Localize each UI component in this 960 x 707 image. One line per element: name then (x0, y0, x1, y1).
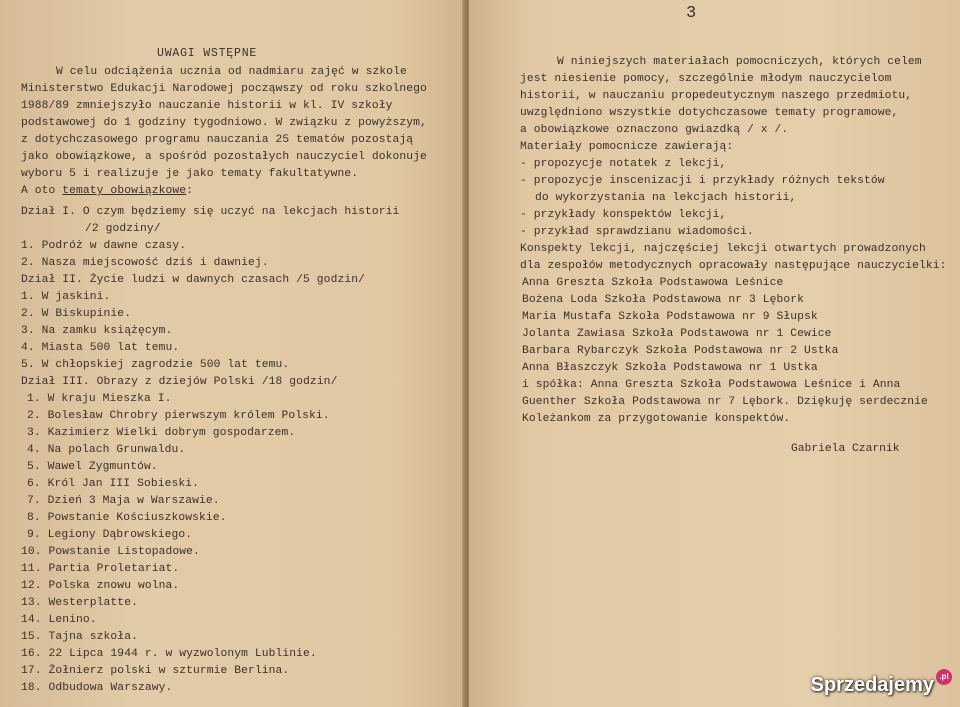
intro-line: z dotychczasowego programu nauczania 25 tematów pozostają (21, 134, 414, 146)
text-line: jest niesienie pomocy, szczególnie młodym nauczycielom (520, 73, 892, 85)
list-item: 12. Polska znowu wolna. (21, 580, 180, 592)
text-line: Barbara Rybarczyk Szkoła Podstawowa nr 2 Ustka (522, 345, 839, 357)
list-item: 2. Bolesław Chrobry pierwszym królem Polski. (27, 410, 330, 422)
text-line: a obowiązkowe oznaczono gwiazdką / x /. (520, 124, 789, 136)
text-line: Guenther Szkoła Podstawowa nr 7 Lębork. Dziękuję serdecznie (522, 396, 928, 408)
section-2-title: Dział II. Życie ludzi w dawnych czasach /5 godzin/ (21, 274, 365, 286)
watermark-logo (811, 671, 952, 699)
list-item: 1. W kraju Mieszka I. (27, 393, 172, 405)
text-line: dla zespołów metodycznych opracowały następujące nauczycielki: (520, 260, 947, 272)
intro-line: 1988/89 zmniejszyło nauczanie historii w kl. IV szkoły (21, 100, 393, 112)
list-item: 18. Odbudowa Warszawy. (21, 682, 173, 694)
text-line: Anna Greszta Szkoła Podstawowa Leśnice (522, 277, 784, 289)
text-line: do wykorzystania na lekcjach historii, (535, 192, 797, 204)
section-1-hours: /2 godziny/ (85, 223, 161, 235)
intro-last-line (21, 184, 193, 198)
section-3-title: Dział III. Obrazy z dziejów Polski /18 godzin/ (21, 376, 338, 388)
list-item: 16. 22 Lipca 1944 r. w wyzwolonym Lublinie. (21, 648, 317, 660)
text-line: historii, w nauczaniu propedeutycznym naszego przedmiotu, (520, 90, 913, 102)
list-item: 14. Lenino. (21, 614, 97, 626)
watermark-badge: .pl (936, 669, 952, 685)
list-item: 3. Na zamku książęcym. (21, 325, 173, 337)
watermark-text: Sprzedajemy (810, 673, 934, 696)
text-line: - przykłady konspektów lekcji, (520, 209, 727, 221)
intro-line: podstawowej do 1 godziny tygodniowo. W związku z powyższym, (21, 117, 427, 129)
list-item: 5. Wawel Zygmuntów. (27, 461, 158, 473)
text-line: Bożena Loda Szkoła Podstawowa nr 3 Lębork (522, 294, 805, 306)
text-line: Konspekty lekcji, najczęściej lekcji otwartych prowadzonych (520, 243, 926, 255)
page-number: 3 (686, 4, 697, 23)
text-line: - propozycje notatek z lekcji, (520, 158, 727, 170)
left-page (0, 0, 466, 707)
intro-line: wyboru 5 i realizuje je jako tematy fakultatywne. (21, 168, 359, 180)
text-line: uwzględniono wszystkie dotychczasowe tematy programowe, (520, 107, 899, 119)
list-item: 3. Kazimierz Wielki dobrym gospodarzem. (27, 427, 296, 439)
text-line: Anna Błaszczyk Szkoła Podstawowa nr 1 Ustka (522, 362, 818, 374)
text-line: i spółka: Anna Greszta Szkoła Podstawowa Leśnice i Anna (522, 379, 901, 391)
underlined-phrase: tematy obowiązkowe (62, 185, 187, 197)
intro-last-prefix: A oto (21, 185, 63, 197)
list-item: 13. Westerplatte. (21, 597, 138, 609)
intro-line: jako obowiązkowe, a spośród pozostałych nauczyciel dokonuje (21, 151, 427, 163)
signature: Gabriela Czarnik (791, 443, 900, 455)
list-item: 4. Na polach Grunwaldu. (27, 444, 186, 456)
text-line: - przykład sprawdzianu wiadomości. (520, 226, 754, 238)
list-item: 9. Legiony Dąbrowskiego. (27, 529, 193, 541)
list-item: 15. Tajna szkoła. (21, 631, 138, 643)
list-item: 2. W Biskupinie. (21, 308, 132, 320)
text-line: Materiały pomocnicze zawierają: (520, 141, 734, 153)
list-item: 8. Powstanie Kościuszkowskie. (27, 512, 227, 524)
page-heading: UWAGI WSTĘPNE (157, 47, 258, 60)
list-item: 4. Miasta 500 lat temu. (21, 342, 180, 354)
text-line: Koleżankom za przygotowanie konspektów. (522, 413, 791, 425)
section-1-title: Dział I. O czym będziemy się uczyć na lekcjach historii (21, 206, 400, 218)
list-item: 1. W jaskini. (21, 291, 111, 303)
text-line: Maria Mustafa Szkoła Podstawowa nr 9 Słupsk (522, 311, 818, 323)
list-item: 5. W chłopskiej zagrodzie 500 lat temu. (21, 359, 290, 371)
list-item: 6. Król Jan III Sobieski. (27, 478, 199, 490)
list-item: 2. Nasza miejscowość dziś i dawniej. (21, 257, 269, 269)
text-line: W niniejszych materiałach pomocniczych, których celem (557, 56, 922, 68)
list-item: 1. Podróż w dawne czasy. (21, 240, 187, 252)
intro-line: W celu odciążenia ucznia od nadmiaru zajęć w szkole (56, 66, 407, 78)
list-item: 7. Dzień 3 Maja w Warszawie. (27, 495, 220, 507)
text-line: Jolanta Zawiasa Szkoła Podstawowa nr 1 Cewice (522, 328, 832, 340)
list-item: 10. Powstanie Listopadowe. (21, 546, 200, 558)
list-item: 17. Żołnierz polski w szturmie Berlina. (21, 665, 290, 677)
intro-last-suffix: : (186, 185, 193, 197)
list-item: 11. Partia Proletariat. (21, 563, 180, 575)
intro-line: Ministerstwo Edukacji Narodowej począwszy od roku szkolnego (21, 83, 427, 95)
text-line: - propozycje inscenizacji i przykłady różnych tekstów (520, 175, 885, 187)
